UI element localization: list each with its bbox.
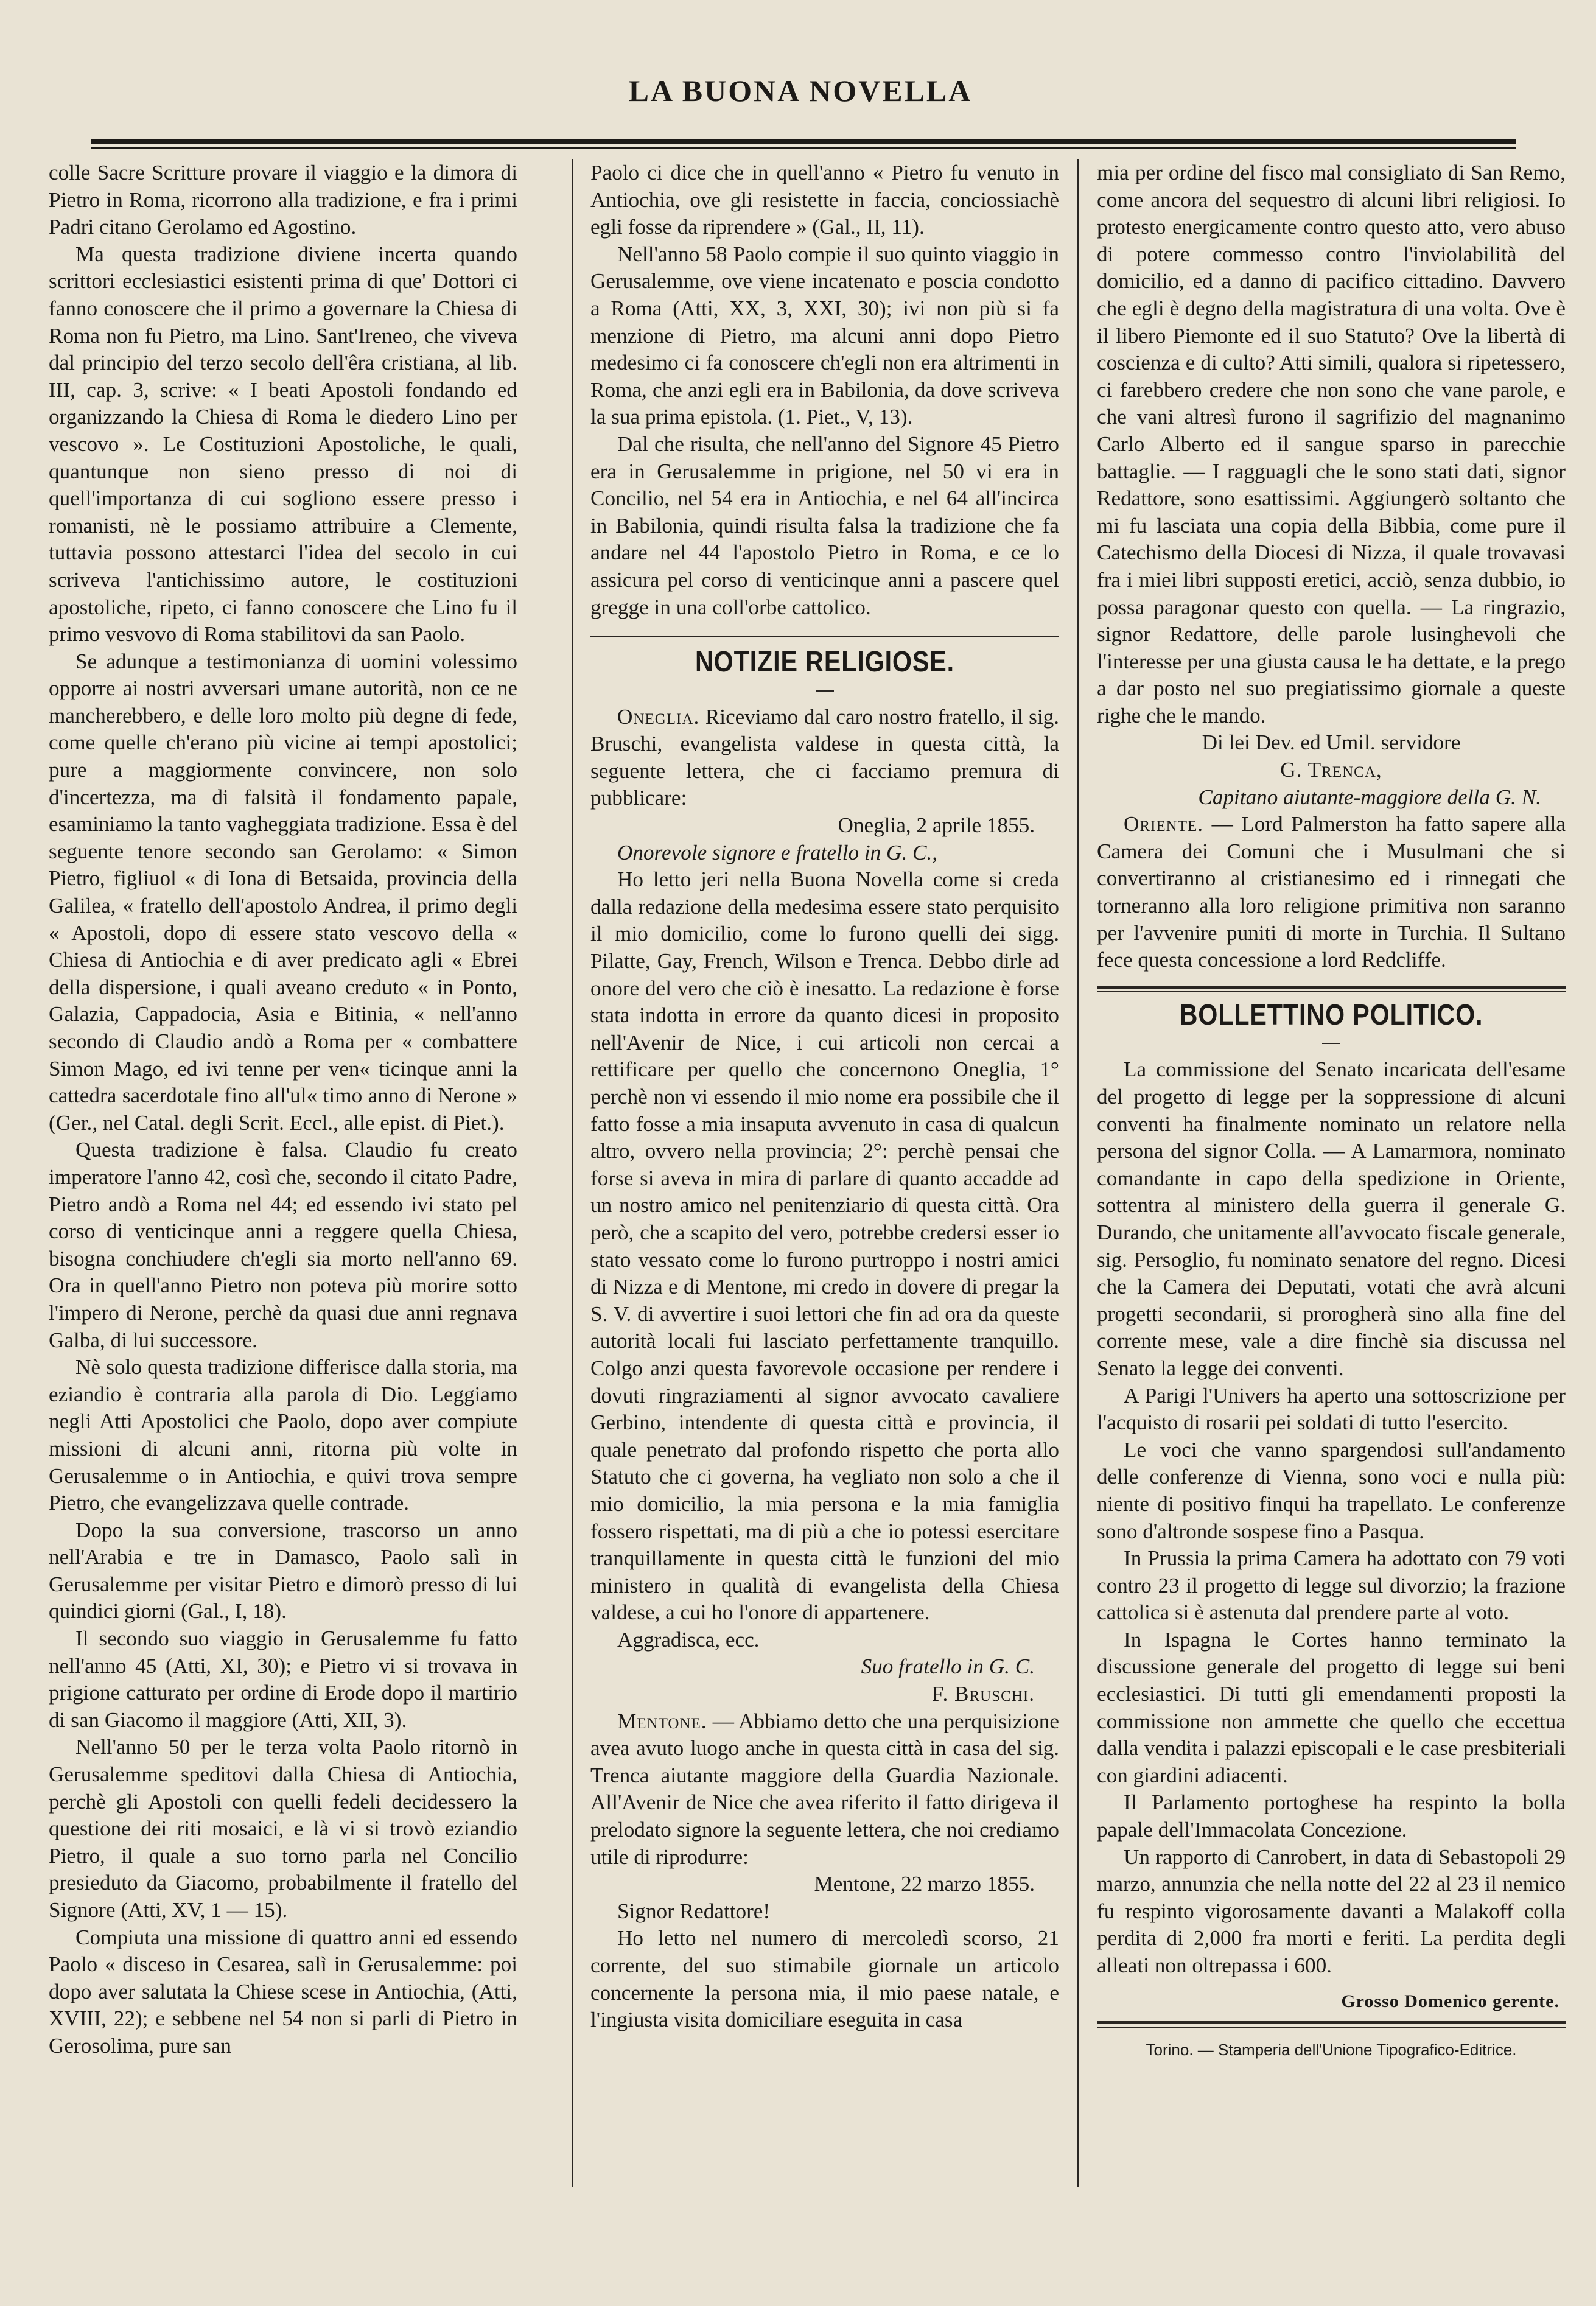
dateline-place: Oneglia. [617, 704, 700, 729]
column-3 [1097, 159, 1566, 2064]
paragraph: Il Parlamento portoghese ha respinto la bolla papale dell'Immacolata Concezione. [1097, 1790, 1566, 1842]
paragraph: In Prussia la prima Camera ha adottato con 79 voti contro 23 il progetto di legge sul divorzio; la frazione cattolica si è astenuta dal prendere parte al voto. [1097, 1546, 1566, 1625]
news-item-oriente [1097, 811, 1566, 974]
letter-date: Oneglia, 2 aprile 1855. [838, 813, 1035, 838]
publisher-signature: Grosso Domenico gerente. [1341, 1991, 1559, 2011]
paragraph: mia per ordine del fisco mal consigliato di San Remo, come ancora del sequestro di alcuni libri religiosi. Io protesto energicamente contro questo atto, vero abuso di potere commesso contro l'inviolabilità del domicilio, ed a danno di pacifico cittadino. Davvero che egli è degno della magistratura di una volta. Ove è il libero Piemonte ed il suo Statuto? Ove la libertà di coscienza e di culto? Atti simili, qualora si ripetessero, ci farebbero credere che non sono che vane parole, e che vani altresì furono il sagrifizio del magnanimo Carlo Alberto ed il sangue sparso in parecchie battaglie. — I ragguagli che le sono stati dati, signor Redattore, sono esattissimi. Aggiungerò soltanto che mi fu lasciata una copia della Bibbia, come pure il Catechismo della Diocesi di Nizza, il quale trovavasi fra i miei libri supposti eretici, acciò, senza dubbio, io possa paragonar questo con quella. — La ringrazio, signor Redattore, delle parole lusinghevoli che l'interesse per una giusta causa le ha dettate, e la prego a dar posto nel suo pregiatissimo giornale a queste righe che le mando. [1097, 161, 1566, 727]
signature-text: Suo fratello in G. C. [861, 1655, 1035, 1679]
letter-body: Ho letto nel numero di mercoledì scorso, 21 corrente, del suo stimabile giornale un articolo concernente la persona mia, il mio paese natale, e l'ingiusta visita domiciliare eseguita in casa [590, 1926, 1059, 2032]
paragraph: Dopo la sua conversione, trascorso un anno nell'Arabia e tre in Damasco, Paolo salì in Gerusalemme per visitar Pietro e dimorò presso di lui quindici giorni (Gal., I, 18). [49, 1518, 517, 1624]
footer-rule-thin [1097, 2027, 1566, 2028]
news-text: — Lord Palmerston ha fatto sapere alla Camera dei Comuni che i Musulmani che si convertiranno al cristianesimo ed i rinnegati che torneranno alla loro religione primitiva non saranno per l'avvenire puniti di morte in Turchia. Il Sultano fece questa concessione a lord Redcliffe. [1097, 812, 1566, 972]
letter-closing: Aggradisca, ecc. [617, 1627, 760, 1652]
printer-imprint: Torino. — Stamperia dell'Unione Tipografico-Editrice. [1146, 2041, 1517, 2059]
signature-title-text: Capitano aiutante-maggiore della G. N. [1198, 785, 1541, 809]
footer-rule [1097, 2021, 1566, 2024]
paragraph: Nell'anno 58 Paolo compie il suo quinto viaggio in Gerusalemme, ove viene incatenato e poscia condotto a Roma (Atti, XX, 3, XXI, 30); ivi non più si fa menzione di Pietro, ma alcuni anni dopo Pietro medesimo ci fa conoscere ch'egli non era altrimenti in Roma, che anzi egli era in Babilonia, da dove scriveva la sua prima epistola. (1. Piet., V, 13). [590, 242, 1059, 429]
signature-name: G. Trenca, [1280, 758, 1382, 782]
paragraph: Compiuta una missione di quattro anni ed essendo Paolo « disceso in Cesarea, salì in Gerusalemme: poi dopo aver salutata la Chiese scese in Antiochia, (Atti, XVIII, 22); e sebbene nel 54 non si parli di Pietro in Gerosolima, pure san [49, 1925, 517, 2058]
letter-salutation: Signor Redattore! [617, 1899, 771, 1923]
paragraph: colle Sacre Scritture provare il viaggio e la dimora di Pietro in Roma, ricorrono alla tradizione, e fra i primi Padri citano Gerolamo ed Agostino. [49, 161, 517, 239]
section-divider [590, 636, 1059, 637]
letter-signature-line [590, 1653, 1059, 1681]
letter-signature-title [1097, 784, 1566, 811]
letter-signature-name [1097, 757, 1566, 784]
letter-salutation [590, 839, 1059, 867]
section-heading-notizie: NOTIZIE RELIGIOSE. [695, 646, 955, 679]
salutation-text: Onorevole signore e fratello in G. C., [617, 840, 938, 864]
masthead-title: LA BUONA NOVELLA [628, 74, 973, 108]
section-heading-bollettino: BOLLETTINO POLITICO. [1179, 998, 1483, 1031]
paragraph: Paolo ci dice che in quell'anno « Pietro fu venuto in Antiochia, ove gli resistette in faccia, conciossiachè egli fosse da riprendere » (Gal., II, 11). [590, 161, 1059, 239]
paragraph: Ma questa tradizione diviene incerta quando scrittori ecclesiastici esistenti prima di que' Dottori ci fanno conoscere che il primo a governare la Chiesa di Roma non fu Pietro, ma Lino. Sant'Ireneo, che viveva dal principio del terzo secolo dell'êra cristiana, al lib. III, cap. 3, scrive: « I beati Apostoli fondando ed organizzando la Chiesa di Roma le diedero Lino per vescovo ». Le Costituzioni Apostoliche, le quali, quantunque non sieno presso di noi di quell'importanza di cui sogliono essere presso i romanisti, nè le possiamo attribuire a Clemente, tuttavia possono attestarci l'idea del secolo in cui scriveva l'antichissimo autore, le costituzioni apostoliche, ripeto, ci fanno conoscere che Lino fu il primo vesvovo di Roma stabilitovi da san Paolo. [49, 242, 517, 647]
dateline-place: Mentone. [617, 1709, 707, 1733]
dateline-place: Oriente. [1124, 812, 1204, 836]
paragraph: Le voci che vanno spargendosi sull'andamento delle conferenze di Vienna, sono voci e nulla più: niente di positivo finqui ha trapellato. Le conferenze sono d'altronde sospese fino a Pasqua. [1097, 1437, 1566, 1543]
column-2 [590, 159, 1059, 2034]
heading-dash [1097, 1031, 1566, 1044]
paragraph: A Parigi l'Univers ha aperto una sottoscrizione per l'acquisto di rosarii pei soldati di tutto l'esercito. [1097, 1383, 1566, 1435]
paragraph: In Ispagna le Cortes hanno terminato la discussione generale del progetto di legge sui beni ecclesiastici. Di tutti gli emendamenti proposti la commissione non ammette che quello che eccettua dalla vendita i palazzi episcopali e le case presbiteriali con giardini adiacenti. [1097, 1627, 1566, 1787]
letter-signature-name [590, 1681, 1059, 1708]
paragraph: Un rapporto di Canrobert, in data di Sebastopoli 29 marzo, annunzia che nella notte del 22 al 23 il nemico fu respinto vigorosamente davanti a Malakoff colla perdita di 2,000 fra morti e feriti. La perdita degli alleati non oltrepassa i 600. [1097, 1845, 1566, 1977]
paragraph: Il secondo suo viaggio in Gerusalemme fu fatto nell'anno 45 (Atti, XI, 30); e Pietro vi si trovava in prigione catturato per ordine di Erode dopo il martirio di san Giacomo il maggiore (Atti, XII, 3). [49, 1627, 517, 1732]
paragraph: Se adunque a testimonianza di uomini volessimo opporre ai nostri avversari umane autorità, non ce ne mancherebbero, e delle loro molto più degne di fede, come quelle ch'erano più vicine ai tempi apostolici; pure a maggiormente convincere, non solo d'incertezza, ma di falsità il fondamento papale, esaminiamo la tanto vagheggiata tradizione. Essa è del seguente tenore secondo san Gerolamo: « Simon Pietro, figliuol « di Iona di Betsaida, provincia della Galilea, « fratello dell'apostolo Andrea, il primo degli « Apostoli, dopo di essere stato vescovo della « Chiesa di Antiochia e di aver predicato agli « Ebrei della dispersione, i quali aveano creduto « in Ponto, Galazia, Cappadocia, Asia e Bitinia, « nell'anno secondo di Claudio andò a Roma per « combattere Simon Mago, ed ivi tenne per ven« ticinque anni la cattedra sacerdotale fino all'ul« timo anno di Nerone » (Ger., nel Catal. degli Scrit. Eccl., alle epist. di Piet.). [49, 649, 517, 1135]
section-divider [1097, 986, 1566, 992]
news-item-oneglia [590, 704, 1059, 812]
column-1 [49, 159, 517, 2060]
column-divider [1077, 159, 1079, 2187]
paragraph: Questa tradizione è falsa. Claudio fu creato imperatore l'anno 42, così che, secondo il citato Padre, Pietro andò a Roma nel 44; ed essendo ivi stato pel corso di venticinque anni a reggere quella Chiesa, bisogna conchiudere ch'egli sia morto nell'anno 69. Ora in quell'anno Pietro non poteva più morire sotto l'impero di Nerone, perchè da quasi due anni regnava Galba, di lui successore. [49, 1138, 517, 1352]
paragraph: Nell'anno 50 per le terza volta Paolo ritornò in Gerusalemme speditovi dalla Chiesa di Antiochia, perchè gli Apostoli con quelli fedeli decidessero la questione dei riti mosaici, e là vi si trovò eziandio Pietro, il quale a suo torno parla nel Concilio presieduto da Giacomo, probabilmente il fratello del Signore (Atti, XV, 1 — 15). [49, 1735, 517, 1922]
news-text: Riceviamo dal caro nostro fratello, il sig. Bruschi, evangelista valdese in questa città, la seguente lettera, che ci facciamo premura di pubblicare: [590, 704, 1059, 810]
letter-date: Mentone, 22 marzo 1855. [814, 1872, 1035, 1896]
news-text: — Abbiamo detto che una perquisizione avea avuto luogo anche in questa città in casa del sig. Trenca aiutante maggiore della Guardia Nazionale. All'Avenir de Nice che avea riferito il fatto dirigeva il prelodato signore la seguente lettera, che noi crediamo utile di riprodurre: [590, 1709, 1059, 1869]
news-item-mentone [590, 1708, 1059, 1871]
heading-dash [590, 679, 1059, 692]
masthead-rule [91, 139, 1516, 144]
paragraph: Nè solo questa tradizione differisce dalla storia, ma eziandio è contraria alla parola di Dio. Leggiamo negli Atti Apostolici che Paolo, dopo aver compiute missioni di alcuni anni, ritorna più volte in Gerusalemme o in Antiochia, e quivi trova sempre Pietro, che evangelizzava quelle contrade. [49, 1355, 517, 1515]
letter-body: Ho letto jeri nella Buona Novella come si creda dalla redazione della medesima essere stato perquisito il mio domicilio, come lo furono quelli dei sigg. Pilatte, Gay, French, Wilson e Trenca. Debbo dirle ad onore del vero che ciò è inesatto. La redazione è forse stata indotta in errore da quanto dicesi in proposito nell'Avenir de Nice, i cui articoli non cercai a rettificare per quello che concernono Oneglia, 1° perchè non vi essendo il mio nome era possibile che il fatto fosse a mia insaputa avvenuto in casa di qualcun altro, ovvero nella provincia; 2°: perchè pensai che forse si aveva in mira di parlare di quanto accadde ad un nostro amico nel penitenziario di questa città. Ora però, che a scapito del vero, potrebbe credersi esser io stato vessato come lo furono purtroppo i nostri amici di Nizza e di Mentone, mi credo in dovere di pregar la S. V. di avvertire i suoi lettori che fin ad ora da queste autorità locali fui lasciato perfettamente tranquillo. Colgo anzi questa favorevole occasione per rendere i dovuti ringraziamenti al signor avvocato cavaliere Gerbino, intendente di questa città e provincia, il quale penetrato dal profondo rispetto che porta allo Statuto che ci governa, ha vegliato non solo a che il mio domicilio, la mia persona e la mia famiglia fossero rispettati, ma di più a che io potessi esercitare tranquillamente in questa città le funzioni del mio ministero in qualità di evangelista della Chiesa valdese, a cui ho l'onore di appartenere. [590, 867, 1059, 1625]
letter-signature-line: Di lei Dev. ed Umil. servidore [1202, 731, 1461, 755]
paragraph: La commissione del Senato incaricata dell'esame del progetto di legge per la soppressione di alcuni conventi ha finalmente nominato un relatore nella persona del signor Colla. — A Lamarmora, nominato comandante in capo della spedizione in Oriente, sottentra al ministero della guerra il generale G. Durando, che unitamente all'avvocato fiscale generale, sig. Persoglio, fu nominato senatore del regno. Dicesi che la Camera dei Deputati, votati che avrà alcuni progetti secondarii, si prorogherà sino alla fine del corrente mese, vale a dire finchè sia discussa nel Senato la legge dei conventi. [1097, 1057, 1566, 1380]
paragraph: Dal che risulta, che nell'anno del Signore 45 Pietro era in Gerusalemme in prigione, nel 50 vi era in Concilio, nel 54 era in Antiochia, e nel 64 all'incirca in Babilonia, quindi risulta falsa la tradizione che fa andare nel 44 l'apostolo Pietro in Roma, e ce lo assicura pel corso di venticinque anni a pascere quel gregge in una coll'orbe cattolico. [590, 432, 1059, 619]
masthead-rule-thin [91, 147, 1516, 149]
column-divider [572, 159, 573, 2187]
signature-name: F. Bruschi. [931, 1682, 1035, 1706]
